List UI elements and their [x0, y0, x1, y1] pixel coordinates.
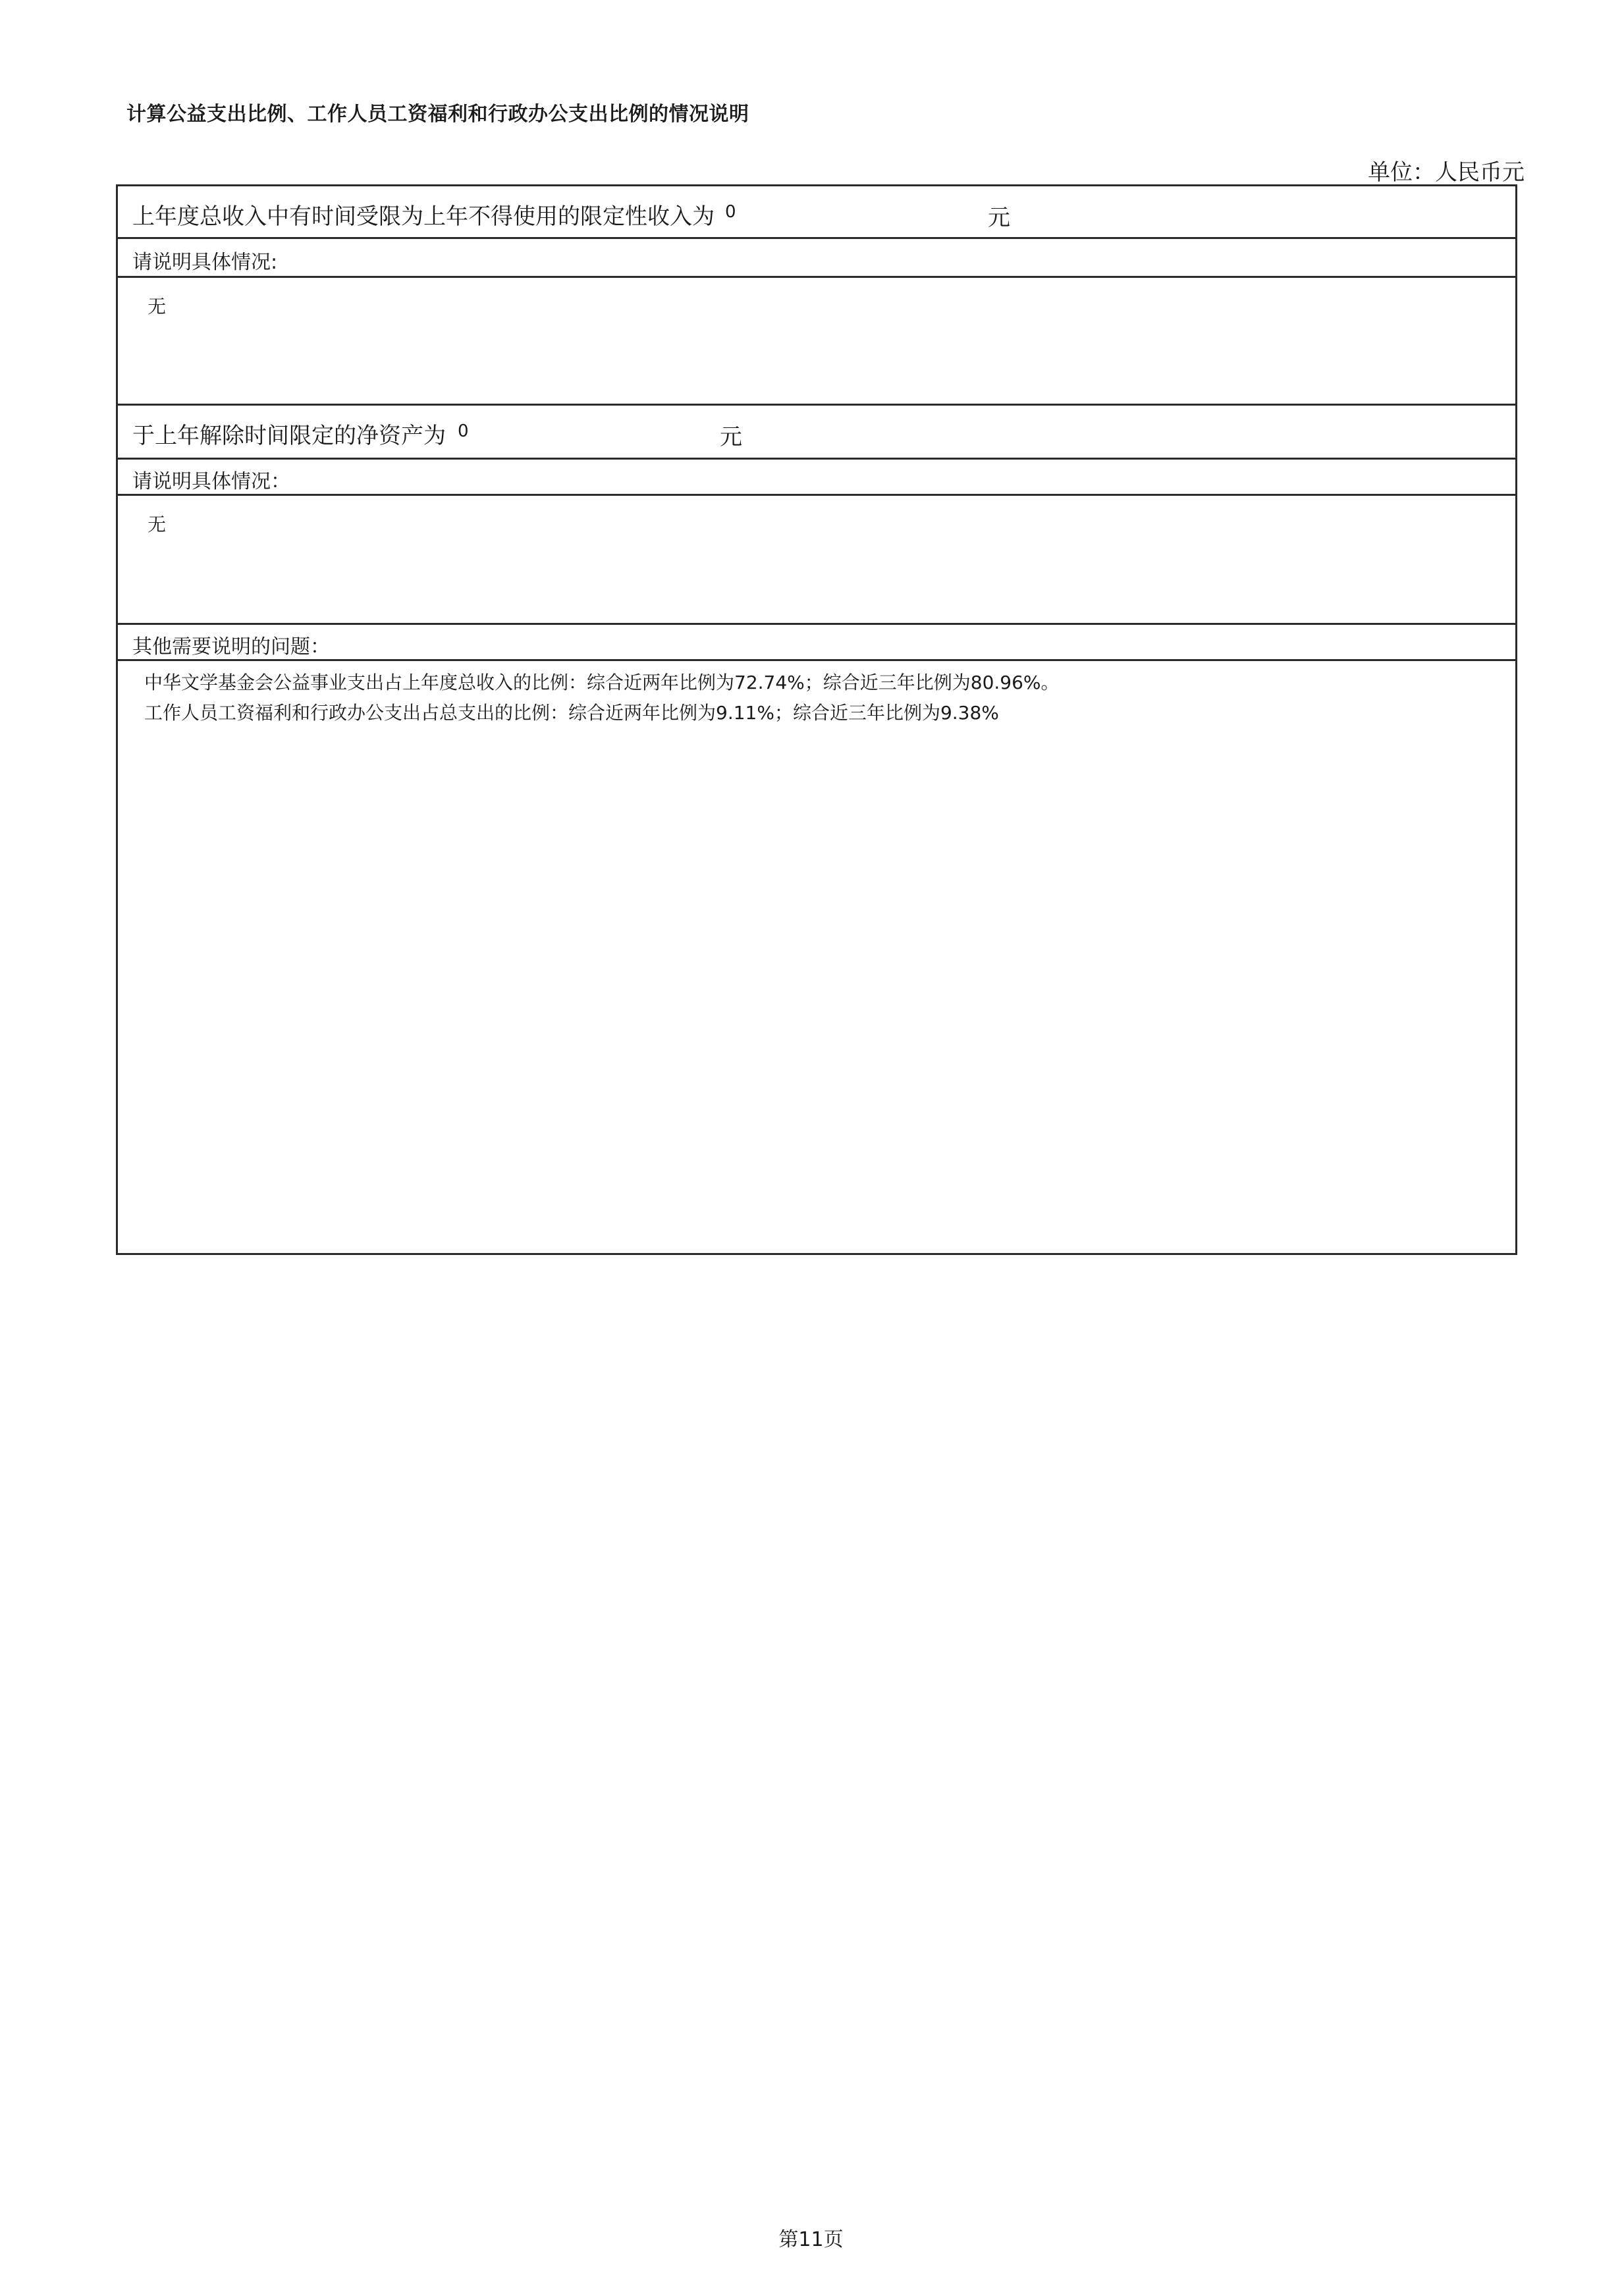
released-net-assets-unit: 元 — [720, 424, 742, 450]
staff-admin-ratio-text: 工作人员工资福利和行政办公支出占总支出的比例：综合近两年比例为9.11%；综合近三年比例为9.38% — [144, 702, 999, 724]
released-net-assets-label: 于上年解除时间限定的净资产为 — [132, 423, 446, 449]
restricted-income-details-header — [118, 239, 1515, 278]
unit-label: 单位：人民币元 — [1368, 159, 1525, 186]
released-net-assets-details-header — [118, 460, 1515, 496]
released-net-assets-value: 0 — [458, 421, 469, 441]
released-net-assets-details-label: 请说明具体情况： — [132, 470, 290, 493]
restricted-income-label: 上年度总收入中有时间受限为上年不得使用的限定性收入为 — [132, 203, 715, 230]
restricted-income-details-label: 请说明具体情况: — [132, 251, 278, 274]
restricted-income-row — [118, 186, 1515, 239]
other-issues-label: 其他需要说明的问题： — [132, 635, 330, 658]
page-number: 第11页 — [778, 2228, 844, 2251]
other-issues-content — [118, 661, 1515, 1253]
released-net-assets-row — [118, 406, 1515, 460]
restricted-income-unit: 元 — [988, 205, 1010, 231]
other-issues-header — [118, 625, 1515, 661]
document-title: 计算公益支出比例、工作人员工资福利和行政办公支出比例的情况说明 — [126, 103, 749, 126]
public-welfare-ratio-text: 中华文学基金会公益事业支出占上年度总收入的比例：综合近两年比例为72.74%；综合近三年比例为80.96%。 — [144, 672, 1060, 693]
released-net-assets-details-text: 无 — [148, 514, 167, 535]
explanation-form — [116, 184, 1517, 1255]
restricted-income-value: 0 — [725, 202, 736, 222]
restricted-income-details-text: 无 — [148, 296, 167, 317]
restricted-income-details-content — [118, 278, 1515, 406]
released-net-assets-details-content — [118, 496, 1515, 625]
